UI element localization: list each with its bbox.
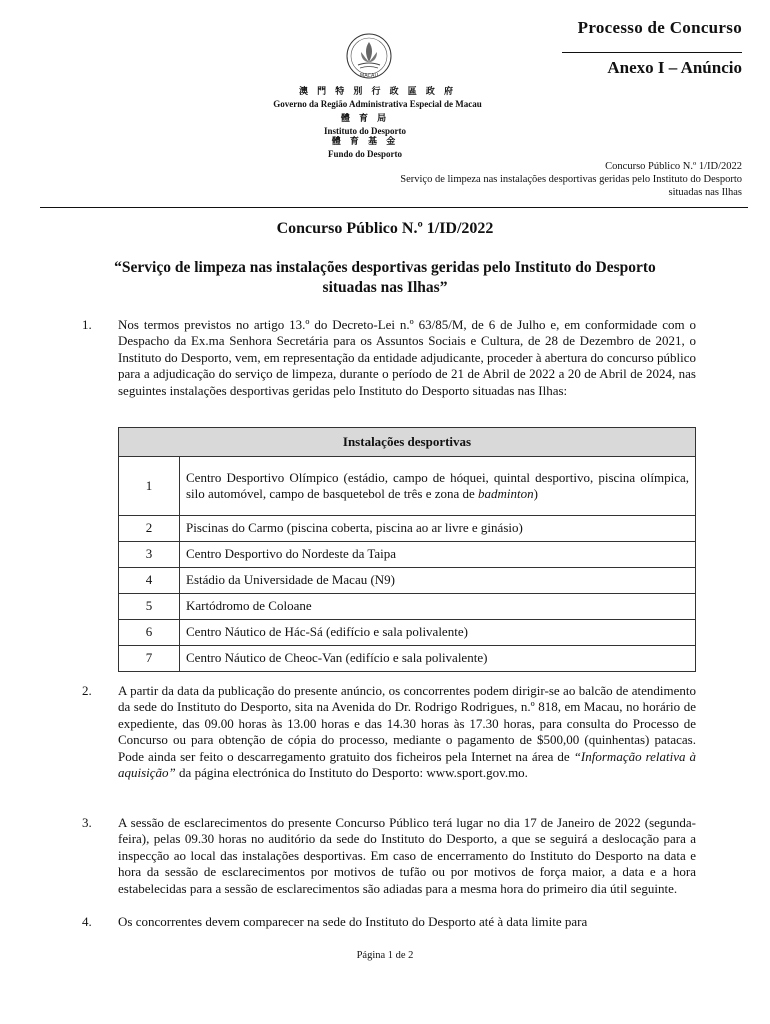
ref-number: Concurso Público N.º 1/ID/2022 <box>605 161 742 172</box>
institute-block <box>300 114 430 160</box>
table-header: Instalações desportivas <box>119 428 696 457</box>
table-row <box>119 516 696 542</box>
paragraph-1: Nos termos previstos no artigo 13.º do Decreto-Lei n.º 63/85/M, de 6 de Julho e, em conformidade com o Despacho da Ex.ma Senhora Secretária para os Assuntos Sociais e Cultura, de 28 de Dezembro de 2021, o Instituto do Desporto, vem, em representação da entidade adjudicante, proceder à abertura do concurso público para a adjudicação do serviço de limpeza, durante o período de 21 de Abril de 2022 a 20 de Abril de 2024, nas seguintes instalações desportivas geridas pelo Instituto do Desporto situadas nas Ilhas: <box>118 317 696 398</box>
row-facility: Centro Náutico de Cheoc-Van (edifício e sala polivalente) <box>180 646 696 672</box>
reference-block <box>400 160 742 199</box>
paragraph-number: 1. <box>82 317 92 332</box>
facilities-table <box>118 427 696 672</box>
paragraph-number: 2. <box>82 683 92 698</box>
row-number: 7 <box>119 646 180 672</box>
row-number: 4 <box>119 568 180 594</box>
paragraph-4: Os concorrentes devem comparecer na sede do Instituto do Desporto até à data limite para <box>118 914 588 929</box>
paragraph-number: 4. <box>82 914 92 929</box>
row-number: 5 <box>119 594 180 620</box>
table-row <box>119 646 696 672</box>
government-block <box>250 86 505 110</box>
table-row <box>119 542 696 568</box>
header-divider <box>40 207 748 208</box>
annex-title: Anexo I – Anúncio <box>607 58 742 77</box>
info-area-link-text: “Informação relativa à aquisição” <box>118 748 697 781</box>
table-row <box>119 620 696 646</box>
document-subtitle: “Serviço de limpeza nas instalações desportivas geridas pelo Instituto do Desporto situadas nas Ilhas” <box>114 259 656 296</box>
fund-chinese-name: 體 育 基 金 <box>331 137 399 147</box>
row-number: 2 <box>119 516 180 542</box>
paragraph-2: A partir da data da publicação do presente anúncio, os concorrentes podem dirigir-se ao balcão de atendimento da sede do Instituto do Desporto, sita na Avenida do Dr. Rodrigo Rodrigues, n.º 818, em Macau, no horário de expediente, das 09.00 horas às 13.00 horas e das 14.30 horas às 17.30 horas, para consulta do Processo de Concurso ou para obtenção de cópia do processo, mediante o pagamento de $500,00 (quinhentas) patacas. Pode ainda ser feito o descarregamento gratuito dos ficheiros pela Internet na área de “Informação relativa à aquisição” da página electrónica do Instituto do Desporto: www.sport.gov.mo. <box>118 683 697 781</box>
page-footer: Página 1 de 2 <box>356 950 414 961</box>
row-facility: Estádio da Universidade de Macau (N9) <box>180 568 696 594</box>
row-number: 1 <box>119 457 180 516</box>
row-facility: Centro Desportivo Olímpico (estádio, campo de hóquei, quintal desportivo, piscina olímpica, silo automóvel, campo de basquetebol de três e zona de badminton) <box>180 457 696 516</box>
inst-chinese-name: 體 育 局 <box>340 114 390 124</box>
inst-portuguese-name: Instituto do Desporto <box>323 125 406 136</box>
row-number: 3 <box>119 542 180 568</box>
svg-text:MACAU: MACAU <box>359 73 379 79</box>
gov-chinese-name: 澳 門 特 別 行 政 區 政 府 <box>298 87 457 97</box>
process-title: Processo de Concurso <box>577 18 742 37</box>
gov-portuguese-name: Governo da Região Administrativa Especial de Macau <box>273 99 482 109</box>
table-row <box>119 568 696 594</box>
table-row <box>119 594 696 620</box>
row-facility: Centro Náutico de Hác-Sá (edifício e sala polivalente) <box>180 620 696 646</box>
ref-desc-line1: Serviço de limpeza nas instalações desportivas geridas pelo Instituto do Desporto <box>400 174 742 185</box>
paragraph-number: 3. <box>82 815 92 830</box>
row-facility: Piscinas do Carmo (piscina coberta, piscina ao ar livre e ginásio) <box>180 516 696 542</box>
document-title: Concurso Público N.º 1/ID/2022 <box>276 220 494 237</box>
ref-desc-line2: situadas nas Ilhas <box>668 187 742 198</box>
row-facility: Kartódromo de Coloane <box>180 594 696 620</box>
fund-portuguese-name: Fundo do Desporto <box>327 148 402 159</box>
row-number: 6 <box>119 620 180 646</box>
table-row <box>119 457 696 516</box>
row-facility: Centro Desportivo do Nordeste da Taipa <box>180 542 696 568</box>
paragraph-3: A sessão de esclarecimentos do presente Concurso Público terá lugar no dia 17 de Janeiro de 2022 (segunda-feira), pelas 09.30 horas no auditório da sede do Instituto do Desporto, a que se seguirá a deslocação para a inspecção ao local das instalações desportivas. Em caso de encerramento do Instituto do Desporto na data e hora da sessão de esclarecimentos por motivos de tufão ou por motivos de força maior, a data e a hora estabelecidas para a sessão de esclarecimentos são adiadas para a mesma hora do primeiro dia útil seguinte. <box>118 815 696 896</box>
title-rule <box>562 52 742 53</box>
macau-emblem-logo <box>343 32 395 84</box>
